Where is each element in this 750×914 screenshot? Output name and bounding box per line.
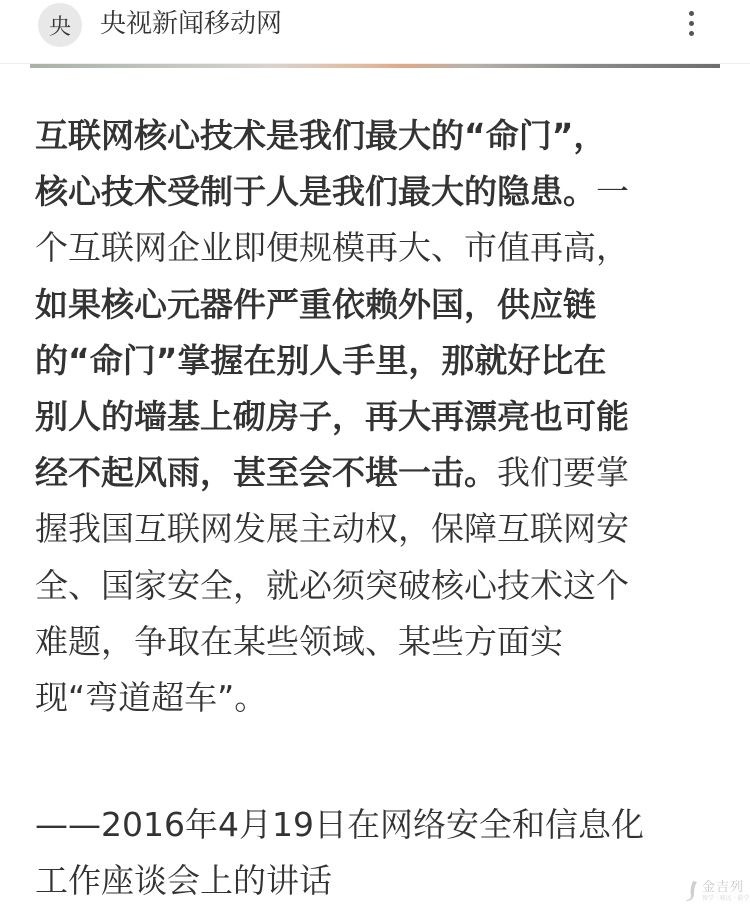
watermark-sub-text: 留学 · 移民 · 游学	[702, 894, 750, 902]
watermark-text	[702, 881, 749, 902]
body-line-tail: 我们要掌	[497, 453, 629, 493]
body-line	[35, 670, 735, 726]
body-line-text: 个互联网企业即便规模再大、市值再高，	[35, 228, 629, 268]
speech-source-line: 工作座谈会上的讲话	[35, 861, 332, 900]
more-dot	[689, 21, 694, 26]
body-line-text: 的“命门”掌握在别人手里，那就好比在	[35, 340, 607, 380]
body-line	[35, 558, 735, 614]
body-line	[35, 614, 735, 670]
body-line	[35, 108, 735, 164]
body-line	[35, 333, 735, 389]
body-line-text: 如果核心元器件严重依赖外国，供应链	[35, 284, 596, 324]
body-paragraph	[35, 108, 735, 726]
body-line	[35, 501, 735, 557]
site-name[interactable]: 央视新闻移动网	[100, 9, 283, 39]
body-line-text: 核心技术受制于人是我们最大的隐患。	[35, 172, 596, 212]
top-bar	[0, 0, 750, 64]
body-line	[35, 389, 735, 445]
site-avatar[interactable]: 央	[38, 3, 82, 47]
more-dot	[689, 31, 694, 36]
watermark-main-text: 金吉列	[702, 879, 745, 895]
speech-source	[35, 797, 735, 909]
speech-source-line: ——2016年4月19日在网络安全和信息化	[35, 805, 644, 844]
watermark	[684, 880, 749, 902]
body-line-text: 现“弯道超车”。	[35, 677, 268, 717]
body-line	[35, 220, 735, 276]
body-line-text: 别人的墙基上砌房子，再大再漂亮也可能	[35, 396, 629, 436]
watermark-logo-icon	[684, 880, 700, 902]
more-dot	[689, 11, 694, 16]
body-line-text: 全、国家安全，就必须突破核心技术这个	[35, 565, 629, 605]
body-line-text: 握我国互联网发展主动权，保障互联网安	[35, 509, 629, 549]
body-line-text: 经不起风雨，甚至会不堪一击。	[35, 453, 497, 493]
body-line	[35, 164, 735, 220]
body-line	[35, 445, 735, 501]
body-line	[35, 277, 735, 333]
body-line-tail: 一	[596, 172, 629, 212]
body-line-text: 难题，争取在某些领域、某些方面实	[35, 621, 563, 661]
more-vertical-icon[interactable]	[678, 6, 704, 40]
body-line-text: 互联网核心技术是我们最大的“命门”，	[35, 116, 607, 155]
article-body	[35, 108, 735, 726]
article-image-edge	[30, 64, 720, 68]
